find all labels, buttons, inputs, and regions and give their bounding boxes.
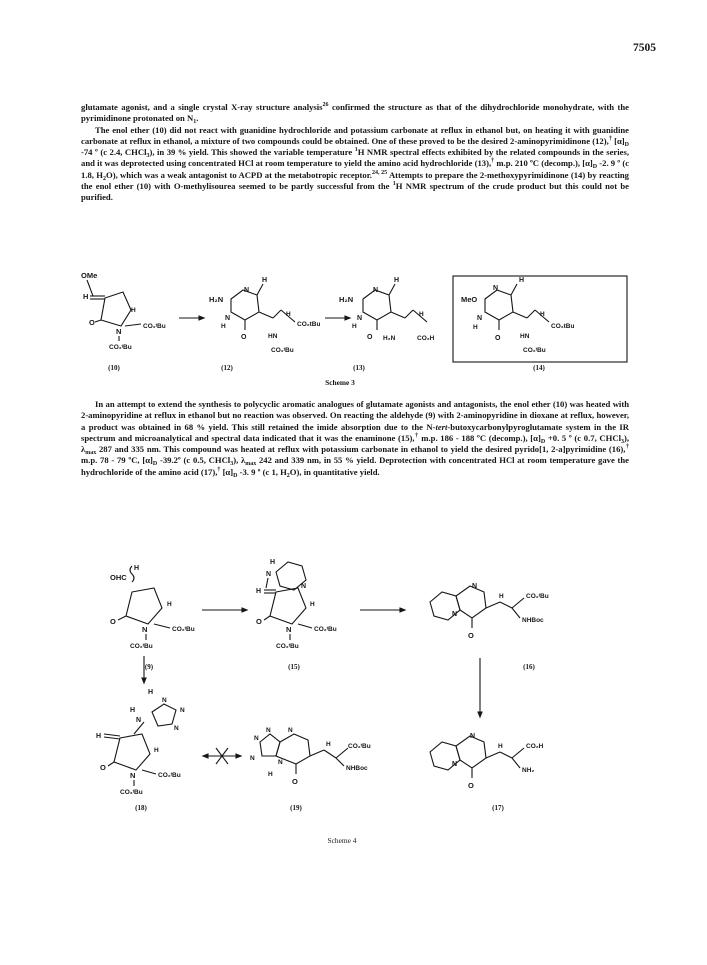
svg-text:HN: HN — [520, 333, 530, 340]
svg-text:H: H — [256, 588, 262, 595]
scheme-4-structures — [90, 552, 630, 832]
svg-text:CO₂ᵗBu: CO₂ᵗBu — [143, 323, 166, 330]
svg-text:H₂N: H₂N — [339, 295, 354, 304]
svg-text:O: O — [495, 335, 501, 342]
svg-text:H: H — [286, 311, 291, 318]
svg-text:O: O — [468, 781, 474, 790]
compound-12-structure — [209, 277, 320, 354]
svg-text:N: N — [180, 707, 185, 714]
svg-text:O: O — [110, 617, 116, 626]
svg-text:H: H — [154, 747, 159, 754]
svg-text:N: N — [244, 287, 250, 294]
body-text-top — [81, 102, 629, 204]
page-number: 7505 — [633, 42, 656, 54]
svg-text:N: N — [130, 771, 136, 780]
svg-text:CO₂ᵗBu: CO₂ᵗBu — [130, 643, 153, 650]
label-10: (10) — [108, 364, 120, 372]
svg-text:O: O — [89, 318, 95, 327]
svg-text:N: N — [452, 611, 458, 618]
svg-text:N: N — [477, 315, 483, 322]
svg-text:NH₂: NH₂ — [522, 767, 535, 774]
svg-text:NHBoc: NHBoc — [522, 617, 544, 624]
compound-16-structure — [430, 583, 549, 640]
svg-text:H: H — [326, 741, 331, 748]
compound-15-structure — [256, 559, 337, 650]
svg-text:H: H — [131, 307, 136, 314]
label-14: (14) — [533, 364, 545, 372]
svg-text:O: O — [367, 334, 373, 341]
label-17: (17) — [492, 804, 504, 812]
svg-text:CO₂ᵗBu: CO₂ᵗBu — [526, 593, 549, 600]
svg-text:O: O — [292, 777, 298, 786]
svg-text:CO₂ᵗBu: CO₂ᵗBu — [158, 772, 181, 779]
scheme-3-caption: Scheme 3 — [325, 378, 355, 387]
compound-18-structure — [96, 689, 185, 796]
paragraph-1: glutamate agonist, and a single crystal X-ray structure analysis$^{26}$ confirmed the structure as that of the dihydrochloride monohydrate, with the pyrimidinone protonated on $N_1$. — [81, 102, 629, 126]
svg-text:H: H — [394, 277, 400, 284]
svg-text:N: N — [472, 583, 478, 590]
svg-text:H: H — [221, 323, 226, 330]
svg-text:NHBoc: NHBoc — [346, 765, 368, 772]
svg-text:N: N — [278, 759, 283, 766]
scheme-4-caption: Scheme 4 — [327, 836, 357, 845]
label-15: (15) — [288, 663, 300, 671]
svg-text:H₂N: H₂N — [383, 335, 396, 342]
svg-text:N: N — [266, 571, 272, 578]
label-16: (16) — [523, 663, 535, 671]
svg-text:O: O — [241, 334, 247, 341]
svg-text:N: N — [266, 727, 271, 734]
svg-text:H: H — [519, 277, 525, 284]
svg-text:N: N — [225, 315, 231, 322]
compound-14-structure — [461, 277, 574, 354]
svg-text:CO₂ᵗBu: CO₂ᵗBu — [109, 344, 132, 351]
svg-text:H: H — [167, 601, 172, 608]
svg-text:CO₂tBu: CO₂tBu — [297, 321, 321, 328]
svg-text:CO₂ᵗBu: CO₂ᵗBu — [172, 626, 195, 633]
svg-text:O: O — [100, 763, 106, 772]
svg-text:HN: HN — [268, 333, 278, 340]
svg-text:N: N — [254, 735, 259, 742]
svg-text:CO₂tBu: CO₂tBu — [551, 323, 575, 330]
scheme-3-structures — [81, 268, 629, 378]
svg-text:MeO: MeO — [461, 295, 478, 304]
svg-text:H: H — [473, 324, 478, 331]
svg-text:N: N — [470, 733, 476, 740]
compound-19-structure — [250, 727, 371, 786]
svg-text:O: O — [256, 617, 262, 626]
compound-17-structure — [430, 733, 544, 790]
svg-text:H: H — [270, 559, 276, 566]
svg-text:N: N — [373, 287, 379, 294]
svg-text:H: H — [148, 689, 154, 696]
label-9: (9) — [144, 663, 154, 671]
svg-text:H: H — [268, 771, 273, 778]
svg-text:CO₂ᵗBu: CO₂ᵗBu — [523, 347, 546, 354]
svg-text:H: H — [419, 311, 424, 318]
svg-text:CO₂ᵗBu: CO₂ᵗBu — [271, 347, 294, 354]
svg-text:N: N — [288, 727, 293, 734]
svg-text:OHC: OHC — [110, 573, 127, 582]
svg-text:CO₂ᵗBu: CO₂ᵗBu — [276, 643, 299, 650]
svg-text:H: H — [262, 277, 268, 284]
compound-13-structure — [339, 277, 435, 342]
svg-text:H: H — [540, 311, 545, 318]
svg-text:N: N — [250, 755, 255, 762]
svg-text:N: N — [286, 625, 292, 634]
paragraph-2: The enol ether (10) did not react with guanidine hydrochloride and potassium carbonate at reflux in ethanol but, on heating it with guanidine carbonate at reflux in ethanol, a mixture of two compounds could be obtained. One of these proved to be the desired 2-aminopyrimidinone (12),† $[\alpha]_D$ -74 º (c 2.4, CHCl$_3$), in 39 % yield. This showed the variable temperature $^1$H NMR spectral effects exhibited by the related compounds in the series, and it was deprotected using concentrated HCl at room temperature to yield the amino acid hydrochloride (13),† m.p. 210 ºC (decomp.), $[\alpha]_D$ -2. 9 º (c 1.8, $H_2O$), which was a weak antagonist to ACPD at the metabotropic receptor.$^{24, 25}$ Attempts to prepare the 2-methoxypyrimidinone (14) by reacting the enol ether (10) with O-methylisourea seemed to be partly successful from the $^1$H NMR spectrum of the crude product but this could not be purified. — [81, 124, 630, 203]
svg-text:H: H — [130, 707, 136, 714]
body-text-middle — [81, 399, 629, 478]
svg-text:N: N — [174, 725, 179, 732]
svg-text:H: H — [83, 292, 89, 301]
svg-text:H: H — [134, 565, 140, 572]
label-12: (12) — [221, 364, 233, 372]
svg-text:N: N — [452, 761, 458, 768]
svg-text:N: N — [301, 583, 307, 590]
svg-text:H₂N: H₂N — [209, 295, 224, 304]
svg-text:CO₂H: CO₂H — [526, 743, 544, 750]
label-13: (13) — [353, 364, 365, 372]
svg-text:N: N — [136, 717, 142, 724]
svg-text:N: N — [142, 625, 148, 634]
svg-text:H: H — [352, 323, 357, 330]
paragraph-3: In an attempt to extend the synthesis to polycyclic aromatic analogues of glutamate agonists and antagonists, the enol ether (10) was heated with 2-aminopyridine at reflux in ethanol but no reaction was observed. On reacting the aldehyde (9) with 2-aminopyridine in dioxane at reflux, however, a product was obtained in 68 % yield. This still retained the imide absorption due to the N-tert-butoxycarbonylpyroglutamate system in the IR spectrum and microanalytical and spectral data indicated that it was the enaminone (15),† m.p. 186 - 188 ºC (decomp.), $[\alpha]_D +0$. 5 º (c 0.7, CHCl$_3$), $\lambda_{max}$ 287 and 335 nm. This compound was heated at reflux with potassium carbonate in ethanol to yield the desired pyrido[1, 2-a]pyrimidine (16),† m.p. 78 - 79 ºC, $[\alpha]_D$ -39.2º (c 0.5, CHCl$_3$), $\lambda_{max}$ 242 and 339 nm, in 55 % yield. Deprotection with concentrated HCl at room temperature gave the hydrochloride of the amino acid (17),† $[\alpha]_D$ -3. 9 º (c 1, $H_2O$), in quantitative yield. — [81, 399, 630, 479]
svg-text:CO₂ᵗBu: CO₂ᵗBu — [120, 789, 143, 796]
svg-text:H: H — [96, 733, 102, 740]
compound-9-structure — [110, 565, 195, 650]
label-18: (18) — [135, 804, 147, 812]
svg-text:H: H — [498, 743, 503, 750]
compound-10-structure — [81, 271, 166, 351]
svg-text:CO₂ᵗBu: CO₂ᵗBu — [348, 743, 371, 750]
svg-text:CO₂H: CO₂H — [417, 335, 435, 342]
svg-text:N: N — [357, 315, 363, 322]
svg-text:N: N — [116, 327, 122, 336]
svg-text:N: N — [162, 697, 167, 704]
label-19: (19) — [290, 804, 302, 812]
svg-text:CO₂ᵗBu: CO₂ᵗBu — [314, 626, 337, 633]
svg-text:O: O — [468, 631, 474, 640]
svg-text:OMe: OMe — [81, 271, 98, 280]
svg-text:H: H — [499, 593, 504, 600]
svg-text:N: N — [493, 285, 499, 292]
svg-text:H: H — [310, 601, 315, 608]
